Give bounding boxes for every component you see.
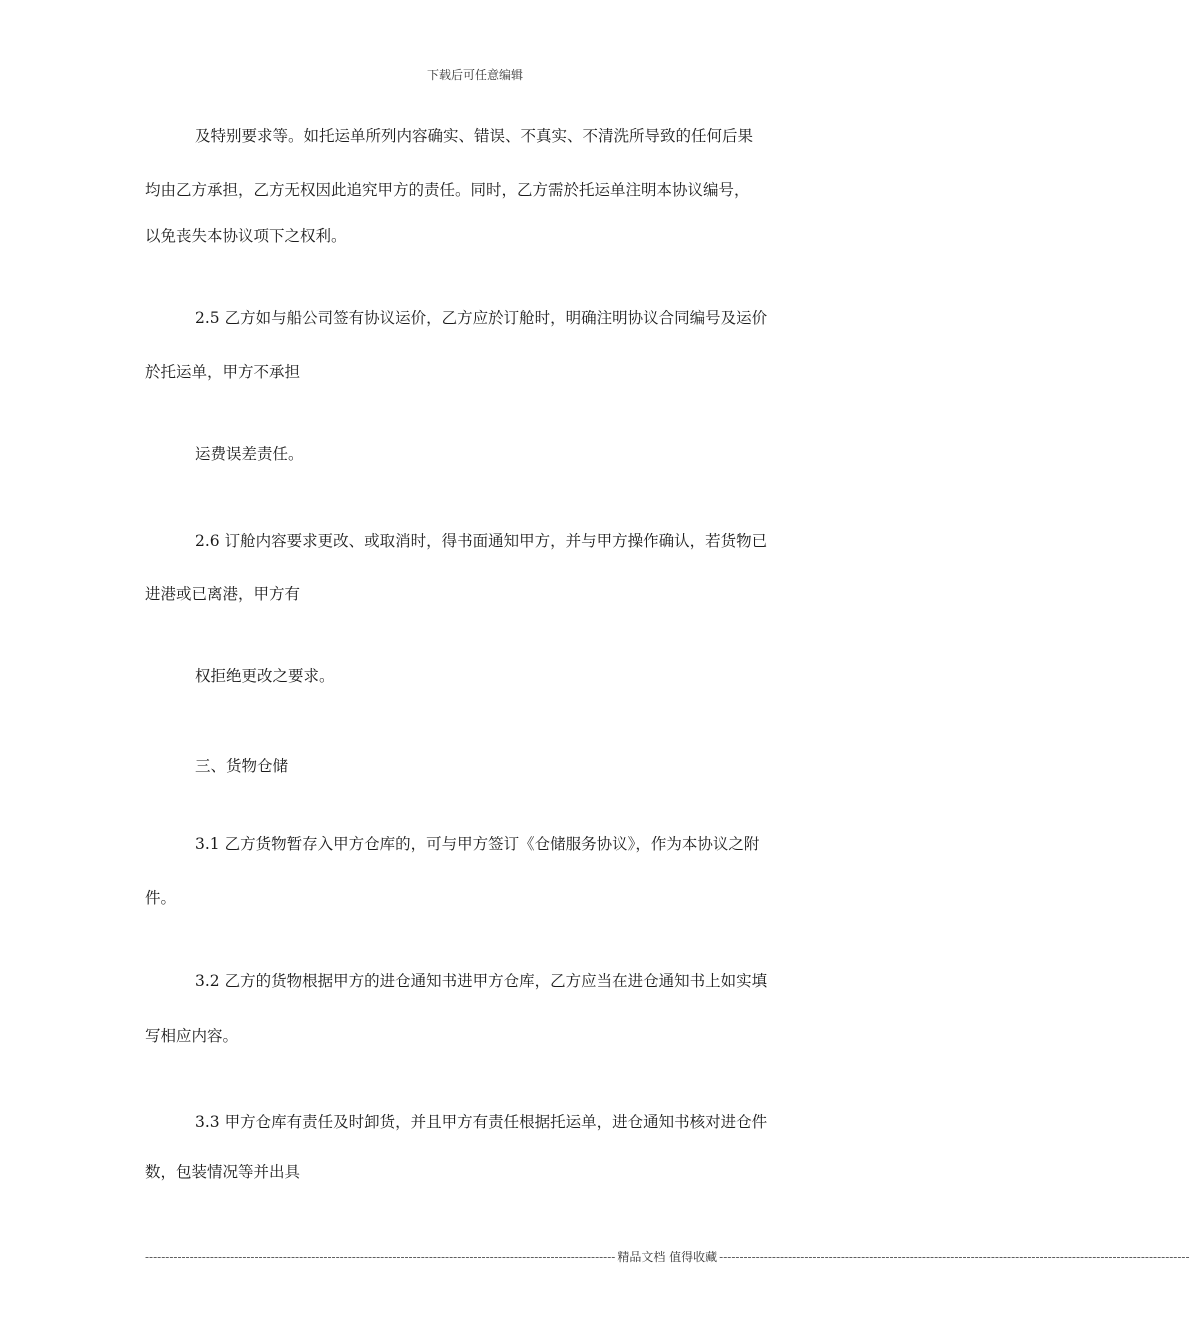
page-header: 下载后可任意编辑: [426, 68, 523, 82]
text-line: 数，包装情况等并出具: [145, 1163, 301, 1181]
footer-dashes-right: --------------------------------------------------------------------------------------------------------------------: [719, 1249, 1190, 1264]
text-line: 3.3 甲方仓库有责任及时卸货，并且甲方有责任根据托运单，进仓通知书核对进仓件: [195, 1113, 768, 1131]
text-line: 以免丧失本协议项下之权利。: [145, 227, 347, 245]
footer-caption: 精品文档 值得收藏: [617, 1250, 718, 1264]
text-line: 写相应内容。: [145, 1027, 239, 1045]
text-line: 运费误差责任。: [195, 445, 304, 463]
text-line: 均由乙方承担，乙方无权因此追究甲方的责任。同时，乙方需於托运单注明本协议编号，: [145, 181, 750, 199]
text-line: 2.5 乙方如与船公司签有协议运价，乙方应於订舱时，明确注明协议合同编号及运价: [195, 309, 768, 327]
text-line: 件。: [145, 889, 177, 907]
text-line: 2.6 订舱内容要求更改、或取消时，得书面通知甲方，并与甲方操作确认，若货物已: [195, 532, 768, 550]
page-footer: [145, 1248, 1190, 1265]
text-line: 三、货物仓储: [195, 757, 289, 775]
text-line: 3.1 乙方货物暂存入甲方仓库的，可与甲方签订《仓储服务协议》，作为本协议之附: [195, 835, 760, 853]
text-line: 进港或已离港，甲方有: [145, 585, 301, 603]
text-line: 於托运单，甲方不承担: [145, 363, 301, 381]
footer-dashes-left: --------------------------------------------------------------------------------------------------------------------: [145, 1249, 616, 1264]
text-line: 权拒绝更改之要求。: [195, 667, 335, 685]
text-line: 及特别要求等。如托运单所列内容确实、错误、不真实、不清洗所导致的任何后果: [195, 127, 754, 145]
text-line: 3.2 乙方的货物根据甲方的进仓通知书进甲方仓库，乙方应当在进仓通知书上如实填: [195, 972, 768, 990]
